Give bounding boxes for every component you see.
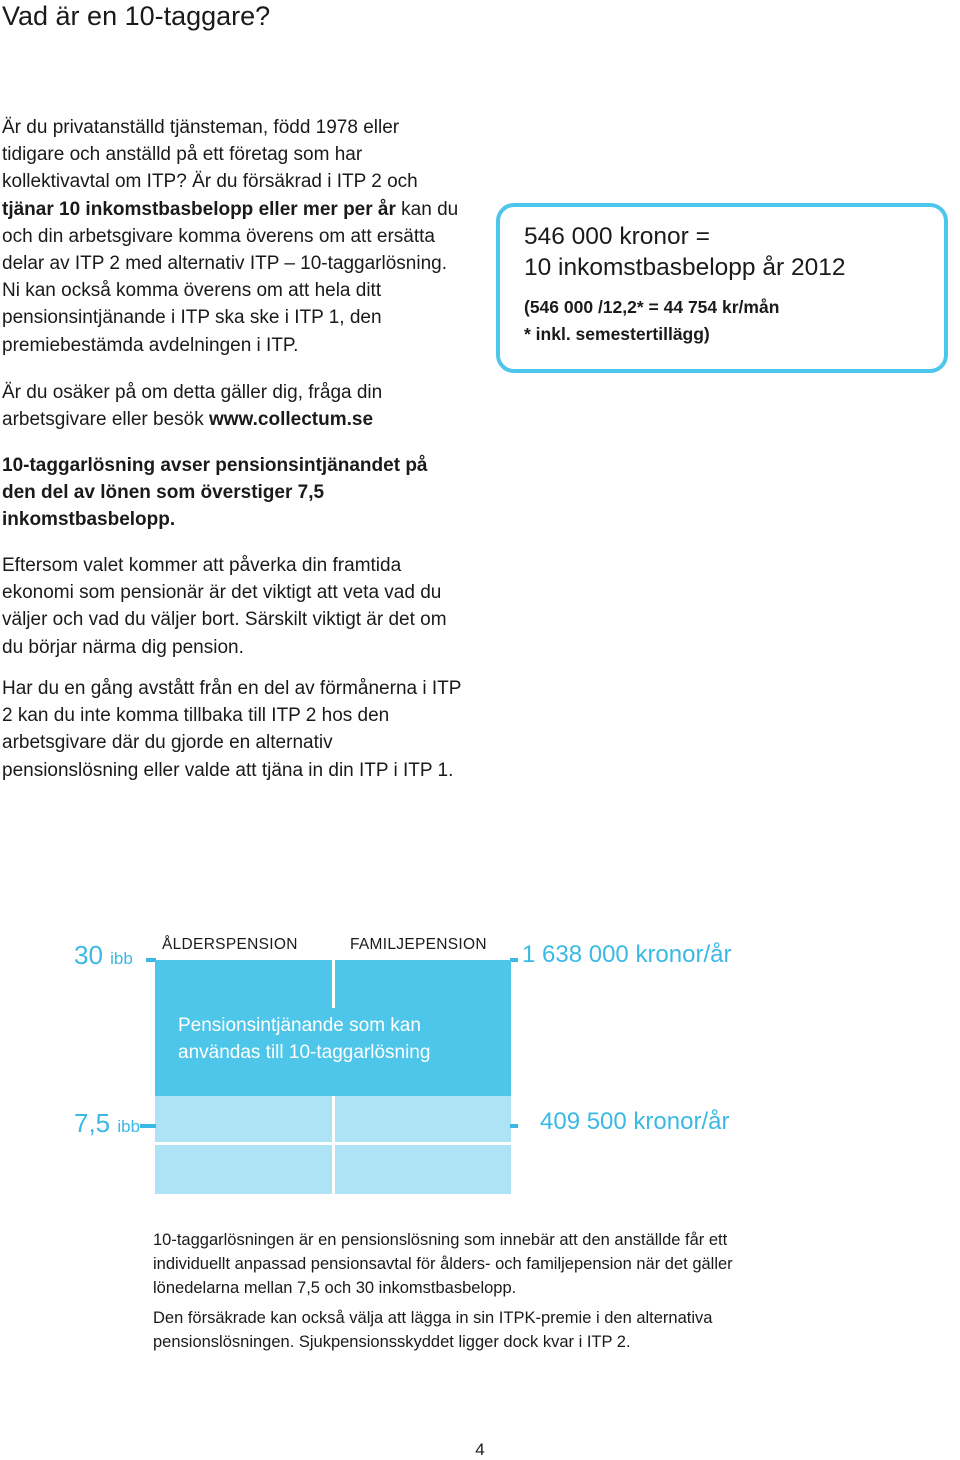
choice-text: Eftersom valet kommer att påverka din framtida ekonomi som pensionär är det viktigt att veta vad du väljer och vad du väljer bort. Särskilt viktigt är det om du börjar närma dig pension. [2, 555, 447, 658]
callout-detail [524, 294, 944, 348]
intro-text-2: kan du och din arbetsgivare komma överens om att ersätta delar av ITP 2 med alternativ ITP – 10-taggarlösning. Ni kan också komma överens om att hela ditt pensionsintjänande i ITP ska ske i ITP 1, den premiebestämda avdelningen i ITP. [2, 198, 459, 356]
column-divider-bottom [332, 1096, 335, 1194]
intro-bold-text: tjänar 10 inkomstbasbelopp eller mer per år [2, 198, 396, 220]
definition-paragraph [2, 452, 462, 534]
block-label: Pensionsintjänande som kan användas till 10-taggarlösning [178, 1015, 431, 1063]
collectum-link[interactable]: www.collectum.se [209, 409, 374, 431]
notes-section [153, 1228, 793, 1360]
unsure-paragraph [2, 379, 462, 433]
column-divider-top [332, 960, 335, 1008]
top-level-line-right [510, 958, 518, 962]
return-text: Har du en gång avstått från en del av förmånerna i ITP 2 kan du inte komma tillbaka till ITP 2 hos den arbetsgivare där du gjorde en alternativ pensionslösning eller valde att tjäna in din ITP i ITP 1. [2, 678, 462, 781]
page-title: Vad är en 10-taggare? [2, 1, 271, 31]
page-number: 4 [475, 1440, 485, 1459]
definition-text: 10-taggarlösning avser pensionsintjänandet på den del av lönen som överstiger 7,5 inkomstbasbelopp. [2, 455, 428, 531]
lower-block-divider [155, 1142, 511, 1145]
bottom-amount: 409 500 kronor/år [540, 1108, 730, 1135]
intro-text-1: Är du privatanställd tjänsteman, född 1978 eller tidigare och anställd på ett företag som har kollektivavtal om ITP? Är du försäkrad i ITP 2 och [2, 117, 418, 193]
callout-line-4: * inkl. semestertillägg) [524, 324, 710, 344]
notes-paragraph-2: Den försäkrade kan också välja att lägga in sin ITPK-premie i den alternativa pensionslösningen. Sjukpensionsskyddet ligger dock kvar i ITP 2. [153, 1309, 713, 1351]
return-paragraph [2, 675, 462, 784]
alderspension-header: ÅLDERSPENSION [162, 936, 298, 953]
top-ibb-label: 30 ibb [74, 940, 133, 970]
intro-paragraph [2, 114, 462, 359]
bottom-level-line-right [510, 1124, 518, 1128]
familjepension-header: FAMILJEPENSION [350, 936, 487, 953]
income-callout-box [496, 203, 948, 373]
top-amount: 1 638 000 kronor/år [522, 941, 732, 968]
callout-line-2: 10 inkomstbasbelopp år 2012 [524, 254, 846, 281]
bottom-level-line-left [140, 1124, 156, 1128]
callout-line-3: (546 000 /12,2* = 44 754 kr/mån [524, 297, 780, 317]
unsure-text: Är du osäker på om detta gäller dig, fråga din arbetsgivare eller besök [2, 382, 383, 431]
choice-paragraph [2, 552, 462, 661]
bottom-ibb-label: 7,5 ibb [74, 1108, 141, 1138]
notes-paragraph-1: 10-taggarlösningen är en pensionslösning som innebär att den anställde får ett individuellt anpassad pensionsavtal för ålders- och familjepension när det gäller lönedelarna mellan 7,5 och 30 inkomstbasbelopp. [153, 1231, 733, 1297]
callout-line-1: 546 000 kronor = [524, 223, 710, 250]
